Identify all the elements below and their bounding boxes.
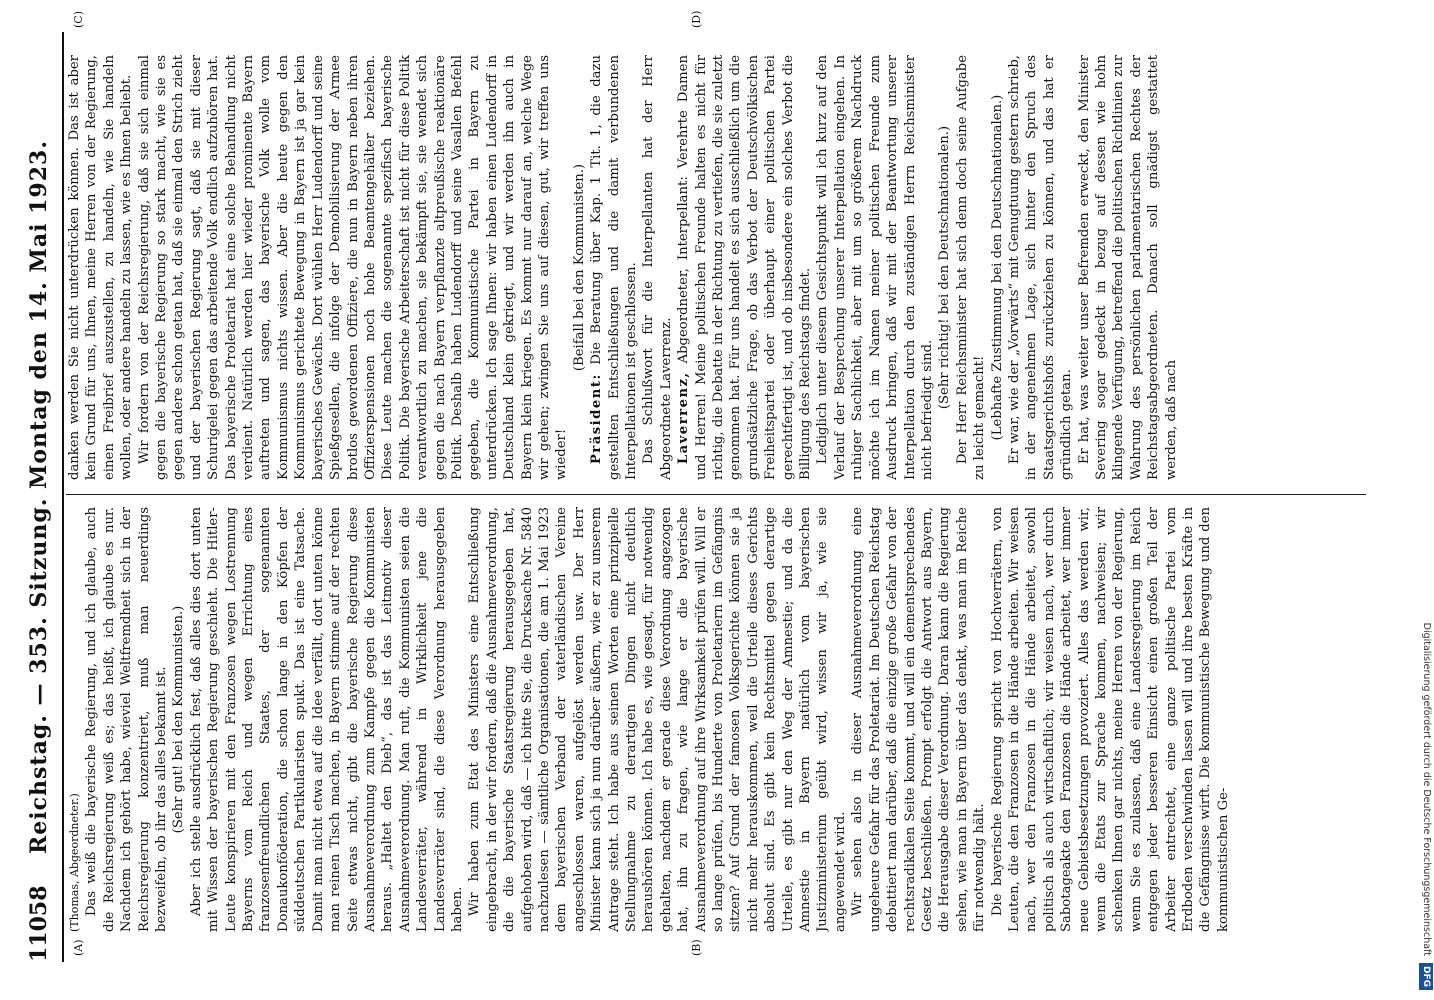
margin-marker-a: (A) <box>72 939 85 956</box>
speaker-label: Laverrenz, <box>676 371 692 465</box>
paragraph: Das weiß die bayerische Regierung, und ich glaube, auch die Reichsregierung weiß es; das heißt, ich glaube es nur. Nachdem ich gehört habe, wieviel Weltfremdheit sich in der Reichsregierung konzentriert, muß man neuerdings bezweifeln, ob ihr das alles bekannt ist. <box>84 507 170 932</box>
left-column <box>66 507 1366 932</box>
digitization-credit <box>1419 10 1433 990</box>
interjection: (Lebhafte Zustimmung bei den Deutschnationalen.) <box>989 94 1005 441</box>
interjection: (Sehr richtig! bei den Deutschnationalen.) <box>937 125 953 410</box>
paragraph: Der Herr Reichsminister hat sich denn doch seine Aufgabe zu leicht gemacht! <box>954 55 988 480</box>
paragraph: Wir fordern von der Reichsregierung, daß sie sich einmal gegen die bayerische Regierung so stark macht, wie sie es gegen andere schon getan hat, daß sie einmal den Strich zieht und der bayerischen Regierung sagt, daß sie mit dieser Schurigelei gegen das arbeitende Volk endlich aufzuhören hat. Das bayerische Proletariat hat eine solche Behandlung nicht verdient. Natürlich werden hier wieder prominente Bayern auftreten und sagen, das bayerische Volk wolle vom Kommunismus nichts wissen. Aber die heute gegen den Kommunismus gerichtete Bewegung in Bayern ist ja gar kein bayerisches Gewächs. Dort wühlen Herr Ludendorff und seine Spießgesellen, die infolge der Demobilisierung der Armee brotlos gewordenen Offiziere, die nun in Bayern neben ihren Offizierspensionen noch hohe Beamtengehälter beziehen. Diese Leute machen die sogenannte spezifisch bayerische Politik. Die bayerische Arbeiterschaft ist nicht für diese Politik verantwortlich zu machen, sie bekämpft sie, sie wendet sich gegen die nach Bayern verpflanzte altpreußische reaktionäre Politik. Deshalb haben Ludendorff und seine Vasallen Befehl gegeben, die Kommunistische Partei in Bayern zu unterdrücken. Ich sage Ihnen: wir haben einen Ludendorff in Deutschland klein gekriegt, und wir werden ihn auch in Bayern klein kriegen. Es kommt nur darauf an, welche Wege wir gehen; zwingen Sie uns auf diesen, gut, wir treffen uns wieder! <box>136 55 570 480</box>
column-divider <box>66 494 1366 495</box>
running-title: Reichstag. — 353. Sitzung. Montag den 14. Mai 1923. <box>26 140 52 854</box>
paragraph: Wir haben zum Etat des Ministers eine Entschließung eingebracht, in der wir fordern, daß die Ausnahmeverordnung, die die bayerische Staatsregierung herausgegeben hat, aufgehoben wird, daß — ich bitte Sie, die Drucksache Nr. 5840 nachzulesen — sämtliche Organisationen, die am 1. Mai 1923 dem bayerischen Verband der vaterländischen Vereine angeschlossen waren, aufgelöst werden usw. Der Herr Minister kann sich ja nun darüber äußern, wie er zu unserem Antrage steht. Ich habe aus seinen Worten eine prinzipielle Stellungnahme zu derartigen Dingen nicht deutlich heraushören können. Ich habe es, wie gesagt, für notwendig gehalten, nachdem er gerade diese Verordnung angezogen hat, ihn zu fragen, wie lange er die bayerische Ausnahmeverordnung auf ihre Wirksamkeit prüfen will. Will er so lange prüfen, bis Hunderte von Proletariern im Gefängnis sitzen? Auf Grund der famosen Volksgerichte können sie ja nicht mehr herauskommen, weil die Urteile dieses Gerichts absolut sind. Es gibt kein Rechtsmittel gegen derartige Urteile, es gibt nur den Weg der Amnestie; und da die Amnestie in Bayern natürlich vom bayerischen Justizministerium geübt wird, wissen wir ja, wie sie angewendet wird. <box>467 507 848 932</box>
margin-marker-b: (B) <box>690 939 703 956</box>
page-number: 11058 <box>26 885 52 962</box>
paragraph: Lediglich unter diesem Gesichtspunkt will ich kurz auf den Verlauf der Besprechung unserer Interpellation eingehen. In ruhiger Sachlichkeit, aber mit um so größerem Nachdruck möchte ich im Namen meiner politischen Freunde zum Ausdruck bringen, daß wir mit der Beantwortung unserer Interpellation durch den zuständigen Herrn Reichsminister nicht befriedigt sind. <box>815 55 935 480</box>
paragraph: Wir sehen also in dieser Ausnahmeverordnung eine ungeheure Gefahr für das Proletariat. Im Deutschen Reichstag debattiert man darüber, daß die einzige große Gefahr von der rechtsradikalen Seite kommt, und will ein dementsprechendes Gesetz beschließen. Prompt erfolgt die Antwort aus Bayern, die Herausgabe dieser Verordnung. Daran kann die Regierung sehen, wie man in Bayern über das denkt, was man im Reiche für notwendig hält. <box>850 507 988 932</box>
speaker-statement: Abgeordneter, Interpellant: Verehrte Damen und Herren! Meine politischen Freunde halten es nicht für richtig, die Debatte in der Richtung zu vertiefen, die sie zuletzt genommen hat. Für uns handelt es sich ausschließlich um die grundsätzliche Frage, ob das Verbot der Deutschvölkischen Freiheitspartei oder überhaupt einer politischen Partei gerechtfertigt ist, und ob insbesondere ein solches Verbot die Billigung des Reichstags findet. <box>676 55 814 480</box>
paragraph: Die bayerische Regierung spricht von Hochverrätern, von Leuten, die den Franzosen in die Hände arbeiten. Wir weisen nach, wer den Franzosen in die Hände arbeitet, sowohl politisch als auch wirtschaftlich; wir weisen nach, wer durch Sabotageakte den Franzosen die Hände arbeitet, wer immer neue Gebietsbesetzungen provoziert. Alles das werden wir, wenn die Etats zur Sprache kommen, nachweisen; wir schenken Ihnen gar nichts, meine Herren von der Regierung, wenn Sie es zulassen, daß eine Landesregierung im Reich entgegen jeder besseren Einsicht einen großen Teil der Arbeiter entrechtet, eine ganze politische Partei vom Erdboden verschwinden lassen will und ihre besten Kräfte in die Gefängnisse wirft. Die kommunistische Bewegung und den kommunistischen Ge- <box>989 507 1231 932</box>
right-column <box>66 55 1366 480</box>
credit-text: Digitalisierung gefördert durch die Deutsche Forschungsgemeinschaft <box>1421 622 1432 956</box>
dfg-logo: DFG <box>1419 963 1433 990</box>
paragraph: danken werden Sie nicht unterdrücken können. Das ist aber kein Grund für uns, Ihnen, meine Herren von der Regierung, einen Freibrief auszustellen, zu handeln, wie Sie handeln wollen, oder andere handeln zu lassen, wie es Ihnen beliebt. <box>67 55 135 480</box>
closing-word-note: Das Schlußwort für die Interpellanten hat der Herr Abgeordnete Laverrenz. <box>641 55 674 480</box>
president-statement: Die Beratung über Kap. 1 Tit. 1, die dazu gestellten Entschließungen und die damit verbundenen Interpellationen ist geschlossen. <box>589 55 639 480</box>
page-header <box>18 32 64 962</box>
paragraph: Er war, wie der „Vorwärts“ mit Genugtuung gestern schrieb, in der angenehmen Lage, sich hinter den Spruch des Staatsgerichtshofs zurückziehen zu können, und das hat er gründlich getan. <box>1006 55 1075 480</box>
paragraph: Er hat, was weiter unser Befremden erweckt, den Minister Severing sogar gedeckt in bezug auf dessen wie hohn klingende Verfügung, betreffend die politischen Richtlinien zur Wahrung des persönlichen parlamentarischen Rechtes der Reichstagsabgeordneten. Danach soll gnädigst gestattet werden, daß nach <box>1076 55 1179 480</box>
speaker-reference: (Thomas, Abgeordneter.) <box>68 793 81 932</box>
margin-marker-d: (D) <box>690 10 703 28</box>
margin-marker-c: (C) <box>72 11 85 28</box>
president-label: Präsident: <box>589 373 605 465</box>
paragraph: Aber ich stelle ausdrücklich fest, daß alles dies dort unten mit Wissen der bayerischen Regierung geschieht. Die Hitler-Leute konspirieren mit den Franzosen wegen Lostrennung Bayerns vom Reich und wegen Errichtung eines franzosenfreundlichen Staates, der sogenannten Donaukonföderation, die schon lange in den Köpfen der süddeutschen Partikularisten spukt. Das ist eine Tatsache. Damit man nicht etwa auf die Idee verfällt, dort unten könne man reinen Tisch machen, in Bayern stimme auf der rechten Seite etwas nicht, gibt die bayerische Regierung diese Ausnahmeverordnung zum Kampfe gegen die Kommunisten heraus. „Haltet den Dieb“, das ist das Leitmotiv dieser Ausnahmeverordnung. Man ruft, die Kommunisten seien die Landesverräter, während in Wirklichkeit jene die Landesverräter sind, die diese Verordnung herausgegeben haben. <box>188 507 465 932</box>
interjection: (Sehr gut! bei den Kommunisten.) <box>171 605 187 834</box>
applause-note: (Beifall bei den Kommunisten.) <box>571 163 587 372</box>
